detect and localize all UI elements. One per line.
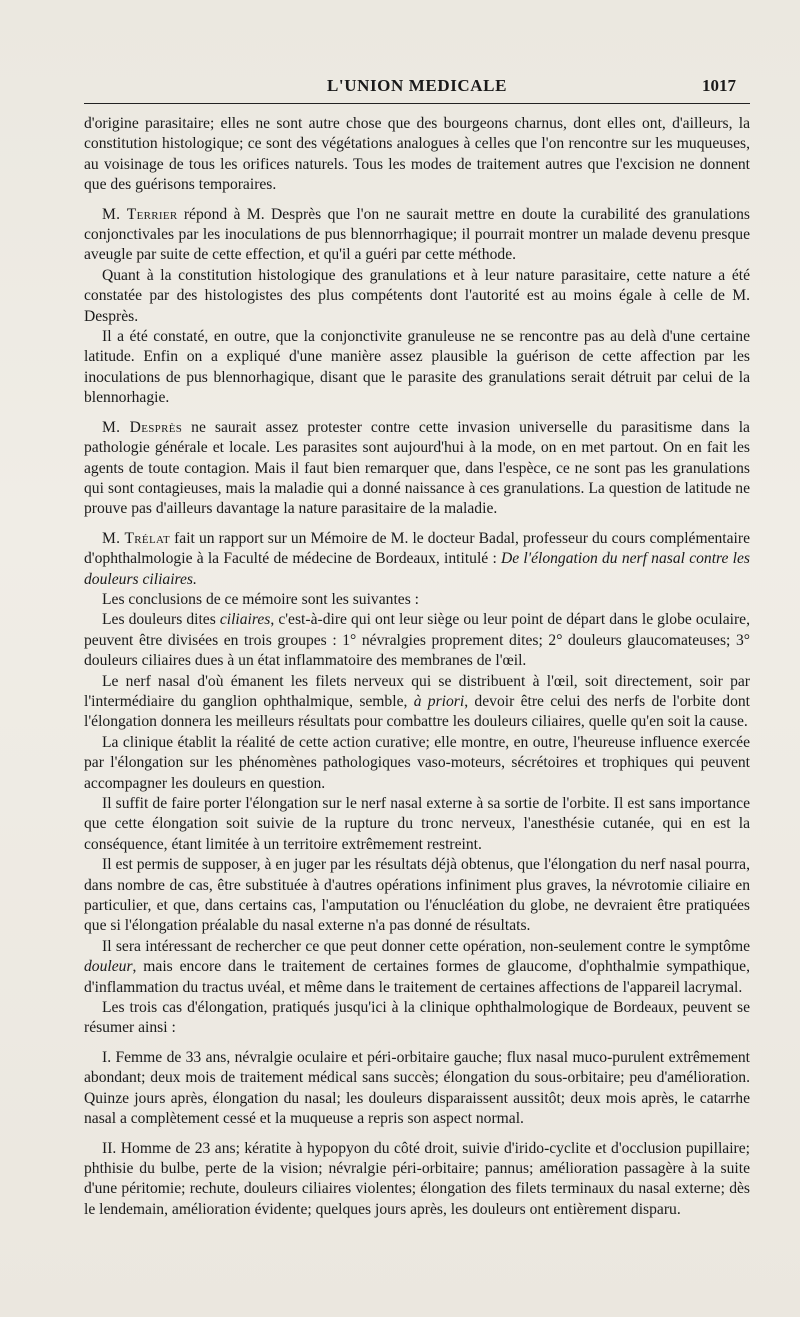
paragraph: Il sera intéressant de rechercher ce que peut donner cette opération, non-seulement contre le symptôme douleur, mais encore dans le traitement de certaines formes de glaucome, d'ophthalmie sympathique, d'inflammation du tractus uvéal, et même dans le traitement de certaines affections de l'appareil lacrymal. [84, 937, 750, 996]
body-text [84, 114, 750, 1220]
speaker-name: M. Trélat [102, 529, 171, 547]
paragraph: La clinique établit la réalité de cette action curative; elle montre, en outre, l'heureuse influence exercée par l'élongation sur les phénomènes pathologiques vaso-moteurs, sécrétoires et trophiques qui peuvent accompagner les douleurs en question. [84, 733, 750, 792]
paragraph: M. Desprès ne saurait assez protester contre cette invasion universelle du parasitisme dans la pathologie générale et locale. Les parasites sont aujourd'hui à la mode, on en met partout. On en fait les agents de toute contagion. Mais il faut bien remarquer que, dans l'espèce, ce ne sont pas les granulations qui sont contagieuses, mais la maladie qui a donné naissance à ces granulations. La question de latitude ne prouve pas d'ailleurs davantage la nature parasitaire de la maladie. [84, 418, 750, 518]
case-entry: II. Homme de 23 ans; kératite à hypopyon du côté droit, suivie d'irido-cyclite et d'occlusion pupillaire; phthisie du bulbe, perte de la vision; névralgie péri-orbitaire; pannus; amélioration passagère à la suite d'une péritomie; rechute, douleurs ciliaires violentes; élongation des filets terminaux du nasal externe; dès le lendemain, amélioration évidente; quelques jours après, les douleurs ont entièrement disparu. [84, 1139, 750, 1218]
memoir-title: De l'élongation du nerf nasal contre les douleurs ciliaires. [84, 550, 750, 588]
paragraph: Les conclusions de ce mémoire sont les suivantes : [102, 590, 419, 608]
paragraph: Les douleurs dites ciliaires, c'est-à-dire qui ont leur siège ou leur point de départ dans le globe oculaire, peuvent être divisées en trois groupes : 1° névralgies proprement dites; 2° douleurs glaucomateuses; 3° douleurs ciliaires dues à un état inflammatoire des membranes de l'œil. [84, 611, 750, 670]
paragraph: Quant à la constitution histologique des granulations et à leur nature parasitaire, cette nature a été constatée par des histologistes des plus compétents dont l'autorité est au moins égale à celle de M. Desprès. [84, 266, 750, 325]
journal-title: L'UNION MEDICALE [326, 76, 508, 95]
case-entry: I. Femme de 33 ans, névralgie oculaire et péri-orbitaire gauche; flux nasal muco-purulent extrêmement abondant; deux mois de traitement médical sans succès; élongation du sous-orbitaire; peu d'amélioration. Quinze jours après, élongation du nasal; les douleurs disparaissent aussitôt; deux mois après, le catarrhe nasal a complètement cessé et la muqueuse a repris son aspect normal. [84, 1048, 750, 1128]
speaker-name: M. Desprès [102, 418, 183, 436]
paragraph: Il a été constaté, en outre, que la conjonctivite granuleuse ne se rencontre pas au delà d'une certaine latitude. Enfin on a expliqué d'une manière assez plausible la guérison de cette affection par les inoculations de pus blennorhagique, disant que le parasite des granulations serait détruit par celui de la blennorhagie. [84, 328, 750, 407]
paragraph: Les trois cas d'élongation, pratiqués jusqu'ici à la clinique ophthalmologique de Bordeaux, peuvent se résumer ainsi : [84, 999, 750, 1037]
speaker-name: M. Terrier [102, 205, 178, 223]
paragraph: d'origine parasitaire; elles ne sont autre chose que des bourgeons charnus, dont elles ont, d'ailleurs, la constitution histologique; ce sont des végétations analogues à celles que l'on rencontre sur les muqueuses, au voisinage de tous les orifices naturels. Tous les modes de traitement autres que l'excision ne donnent que des guérisons temporaires. [84, 115, 750, 194]
page-number: 1017 [702, 76, 736, 95]
paragraph: M. Trélat fait un rapport sur un Mémoire de M. le docteur Badal, professeur du cours complémentaire d'ophthalmologie à la Faculté de médecine de Bordeaux, intitulé : De l'élongation du nerf nasal contre les douleurs ciliaires. [84, 529, 750, 588]
paragraph: Il est permis de supposer, à en juger par les résultats déjà obtenus, que l'élongation du nerf nasal pourra, dans nombre de cas, être substituée à d'autres opérations infiniment plus graves, la névrotomie ciliaire en particulier, et que, dans certains cas, l'amputation ou l'énucléation du globe, ne devraient être pratiquées que si l'élongation préalable du nasal externe n'a pas donné de résultats. [84, 856, 750, 935]
paragraph: M. Terrier répond à M. Desprès que l'on ne saurait mettre en doute la curabilité des granulations conjonctivales par les inoculations de pus blennorrhagique; il pourrait montrer un malade devenu presque aveugle par suite de cette effection, et qu'il a guéri par cette méthode. [84, 205, 750, 264]
paragraph: Il suffit de faire porter l'élongation sur le nerf nasal externe à sa sortie de l'orbite. Il est sans importance que cette élongation soit suivie de la rupture du tronc nerveux, l'anesthésie cutanée, qui en est la conséquence, étant limitée à un territoire extrêmement restreint. [84, 795, 750, 853]
paragraph: Le nerf nasal d'où émanent les filets nerveux qui se distribuent à l'œil, soit directement, soir par l'intermédiaire du ganglion ophthalmique, semble, à priori, devoir être celui des nerfs de l'orbite dont l'élongation donnera les meilleurs résultats pour combattre les douleurs ciliaires, quelle qu'en soit la cause. [84, 672, 751, 731]
header-rule [84, 103, 750, 104]
running-header [84, 76, 750, 100]
